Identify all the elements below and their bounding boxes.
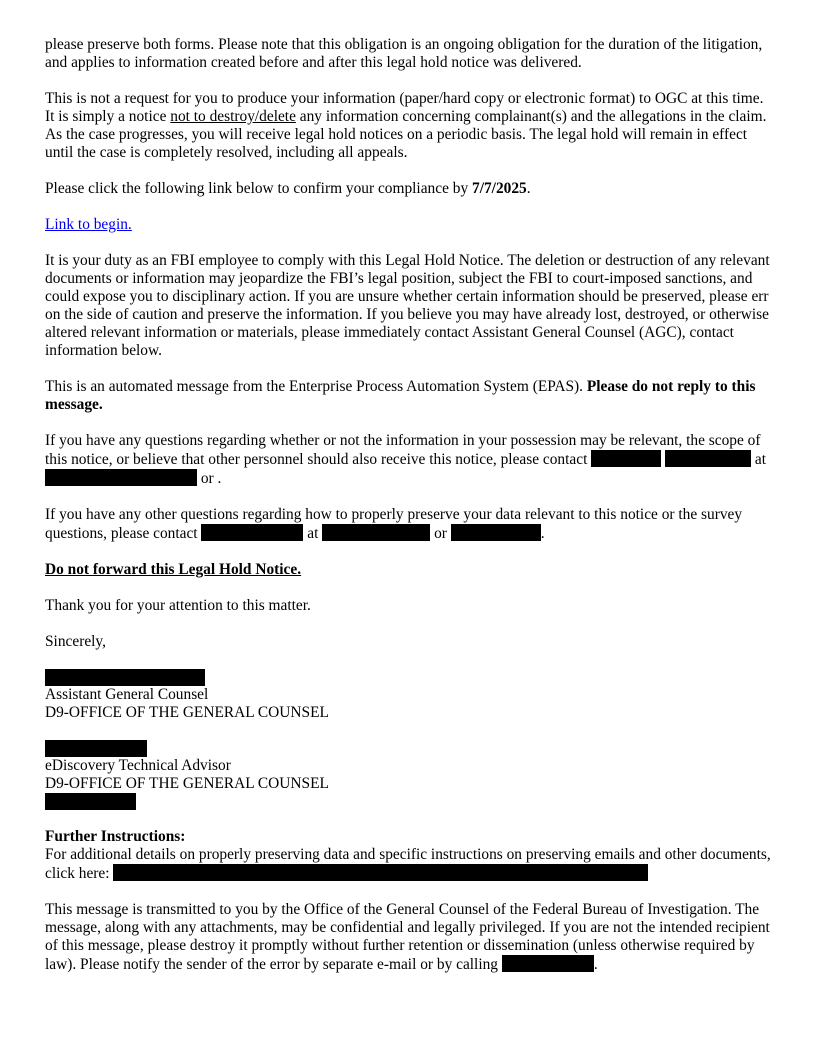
paragraph-link [45, 216, 775, 234]
do-not-forward-heading: Do not forward this Legal Hold Notice. [45, 561, 302, 578]
signature-title: Assistant General Counsel [45, 686, 209, 703]
redaction-block [451, 524, 541, 541]
text: If you have any other questions regarding how to properly preserve your data relevant to this notice or the survey questions, please contact [45, 506, 743, 542]
further-instructions-heading: Further Instructions: [45, 828, 186, 845]
text: This message is transmitted to you by the Office of the General Counsel of the Federal Bureau of Investigation. The message, along with any attachments, may be confidential and legally privileged. If you are not the intended recipient of this message, please destroy it promptly without further retention or dissemination (unless otherwise required by law). Please notify the sender of the error by separate e-mail or by calling [45, 901, 770, 973]
paragraph-questions-relevance [45, 432, 775, 488]
redaction-block [322, 524, 430, 541]
text: or . [197, 470, 222, 487]
text: or [430, 525, 451, 542]
redaction-block [201, 524, 303, 541]
text: . [540, 525, 545, 542]
link-to-begin[interactable]: Link to begin. [45, 216, 132, 233]
redaction-block [45, 669, 205, 686]
signature-title: eDiscovery Technical Advisor [45, 757, 231, 774]
paragraph-preserve-forms: please preserve both forms. Please note that this obligation is an ongoing obligation for the duration of the litigation, and applies to information created before and after this legal hold notice was delivered. [45, 36, 763, 71]
text: This is not a request for you to produce your information (paper/hard copy or electronic format) to OGC at this time. It is simply a notice [45, 90, 764, 125]
signature-agc [45, 669, 775, 722]
text: . [526, 180, 531, 197]
text: This is an automated message from the Enterprise Process Automation System (EPAS). [45, 378, 587, 395]
further-instructions [45, 828, 775, 883]
text: Please click the following link below to confirm your compliance by [45, 180, 472, 197]
redaction-block [45, 793, 136, 810]
redaction-block [591, 450, 661, 467]
signature-ediscovery [45, 740, 775, 810]
redaction-block [113, 864, 648, 881]
text: . [593, 956, 598, 973]
paragraph-duty: It is your duty as an FBI employee to comply with this Legal Hold Notice. The deletion or destruction of any relevant documents or information may jeopardize the FBI’s legal position, subject the FBI to court-imposed sanctions, and could expose you to disciplinary action. If you are unsure whether certain information should be preserved, please err on the side of caution and preserve the information. If you believe you may have already lost, destroyed, or otherwise altered relevant information or materials, please immediately contact Assistant General Counsel (AGC), contact information below. [45, 252, 770, 359]
text: If you have any questions regarding whether or not the information in your possession may be relevant, the scope of this notice, or believe that other personnel should also receive this notice, please contact [45, 432, 761, 468]
text: at [303, 525, 323, 542]
redaction-block [665, 450, 751, 467]
legal-hold-notice [45, 36, 775, 992]
paragraph-other-questions [45, 506, 775, 543]
underlined-text: not to destroy/delete [170, 108, 296, 125]
paragraph-thanks: Thank you for your attention to this matter. [45, 597, 311, 614]
signature-office: D9-OFFICE OF THE GENERAL COUNSEL [45, 704, 329, 721]
do-not-reply-text: Please do not reply to this message. [45, 378, 756, 413]
closing-sincerely: Sincerely, [45, 633, 106, 650]
redaction-block [502, 955, 594, 972]
paragraph-confirm-compliance [45, 180, 775, 198]
redaction-block [45, 469, 197, 486]
paragraph-automated-message [45, 378, 775, 414]
compliance-date: 7/7/2025 [472, 180, 527, 197]
signature-office: D9-OFFICE OF THE GENERAL COUNSEL [45, 775, 329, 792]
text: any information concerning complainant(s) and the allegations in the claim. As the case progresses, you will receive legal hold notices on a periodic basis. The legal hold will remain in effect until the case is completely resolved, including all appeals. [45, 108, 767, 161]
paragraph-not-a-request [45, 90, 775, 162]
redaction-block [45, 740, 147, 757]
text: at [751, 451, 767, 468]
paragraph-confidentiality [45, 901, 775, 974]
text: For additional details on properly preserving data and specific instructions on preserving emails and other documents, click here: [45, 846, 771, 882]
